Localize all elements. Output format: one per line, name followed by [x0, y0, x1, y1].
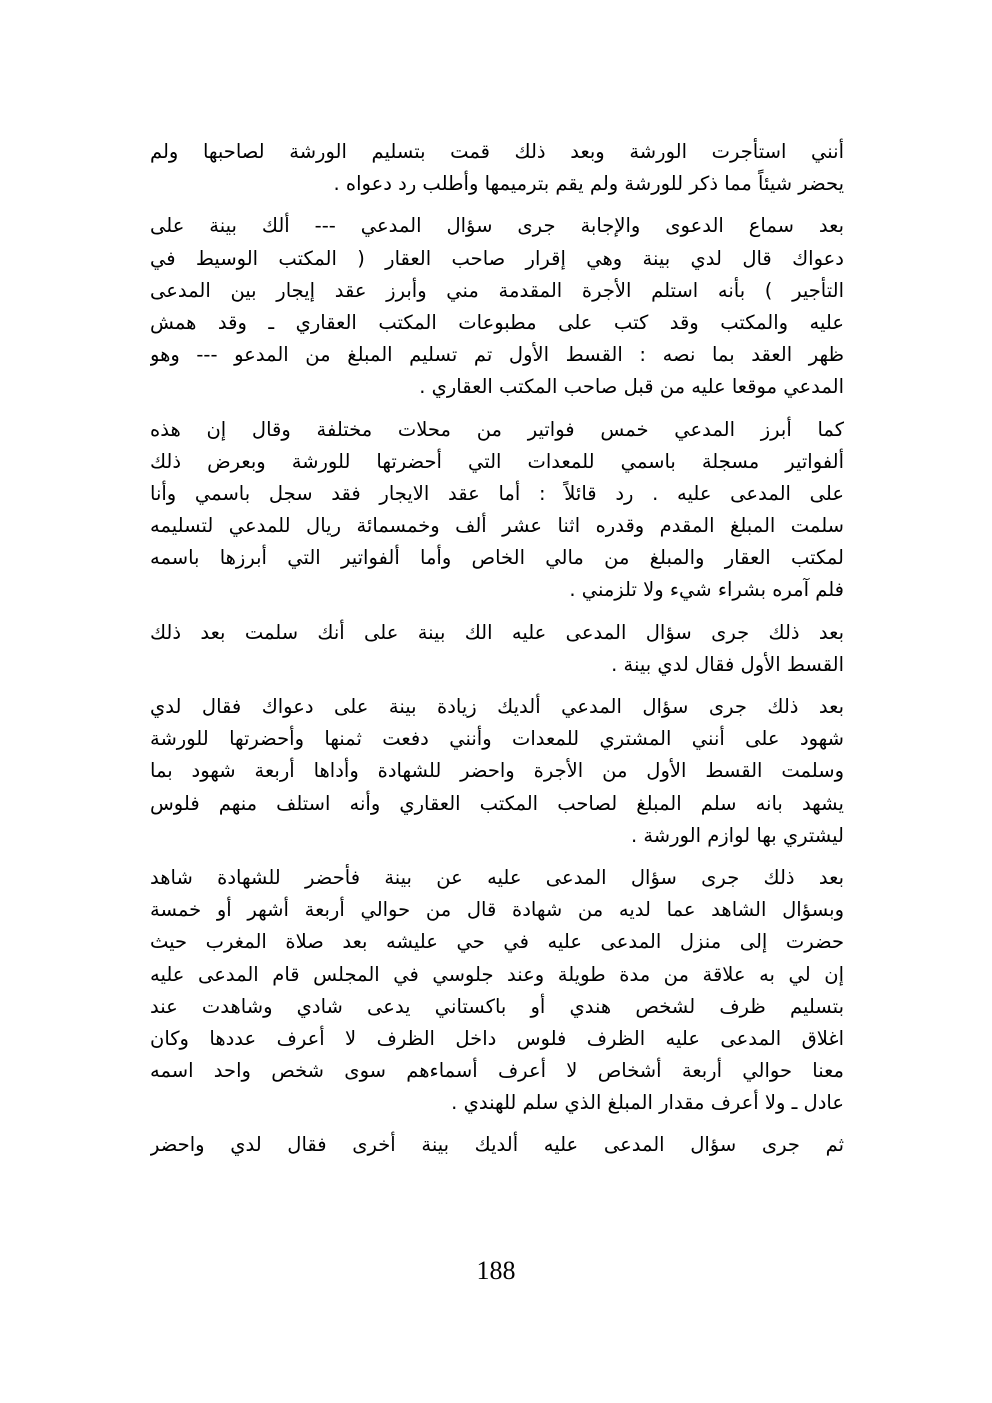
- paragraph-7: [150, 1129, 844, 1161]
- text-line: بعد ذلك جرى سؤال المدعي ألديك زيادة بينة على دعواك فقال لدي: [150, 695, 844, 718]
- text-line: ليشتري بها لوازم الورشة .: [630, 823, 844, 847]
- text-line: ثم جرى سؤال المدعى عليه ألديك بينة أخرى فقال لدي واحضر: [150, 1133, 844, 1157]
- text-line: كما أبرز المدعي خمس فواتير من محلات مختلفة وقال إن هذه: [150, 417, 844, 441]
- paragraph-5: [150, 691, 844, 852]
- text-line: بعد ذلك جرى سؤال المدعى عليه الك بينة على أنك سلمت بعد ذلك: [150, 620, 844, 644]
- paragraph-2: [150, 210, 844, 403]
- text-line: بتسليم ظرف لشخص هندي أو باكستاني يدعى شادي وشاهدت عند: [150, 994, 844, 1018]
- text-line: أنني استأجرت الورشة وبعد ذلك قمت بتسليم الورشة لصاحبها ولم: [150, 140, 844, 163]
- text-line: فلم آمره بشراء شيء ولا تلزمني .: [569, 578, 844, 602]
- text-line: المدعي موقعا عليه من قبل صاحب المكتب العقاري .: [419, 375, 844, 399]
- text-line: على المدعى عليه . رد قائلاً : أما عقد الايجار فقد سجل باسمي وأنا: [150, 481, 844, 505]
- text-line: القسط الأول فقال لدي بينة .: [611, 652, 844, 676]
- paragraph-3: [150, 414, 844, 607]
- text-line: اغلاق المدعى عليه الظرف فلوس داخل الظرف لا أعرف عددها وكان: [150, 1026, 844, 1050]
- text-line: لمكتب العقار والمبلغ من مالي الخاص وأما ألفواتير التي أبرزها باسمه: [150, 546, 844, 570]
- text-line: عليه والمكتب وقد كتب على مطبوعات المكتب العقاري ـ وقد همش: [150, 310, 844, 334]
- text-line: ظهر العقد بما نصه : القسط الأول تم تسليم المبلغ من المدعو --- وهو: [150, 343, 844, 367]
- text-line: وسلمت القسط الأول من الأجرة واحضر للشهادة وأداها أربعة شهود بما: [150, 759, 844, 783]
- paragraph-4: [150, 617, 844, 681]
- page-number: 188: [476, 1256, 516, 1285]
- text-line: عادل ـ ولا أعرف مقدار المبلغ الذي سلم للهندي .: [451, 1091, 844, 1115]
- paragraph-1: [150, 136, 844, 200]
- text-line: وبسؤال الشاهد عما لديه من شهادة قال من حوالي أربعة أشهر أو خمسة: [150, 898, 844, 922]
- text-line: يحضر شيئاً مما ذكر للورشة ولم يقم بترميمها وأطلب رد دعواه .: [333, 172, 844, 196]
- text-line: معنا حوالي أربعة أشخاص لا أعرف أسماءهم سوى شخص واحد اسمه: [150, 1059, 844, 1083]
- text-line: شهود على أنني المشتري للمعدات وأنني دفعت ثمنها وأحضرتها للورشة: [150, 727, 844, 751]
- text-line: إن لي به علاقة من مدة طويلة وعند جلوسي في المجلس قام المدعى عليه: [150, 962, 844, 986]
- text-line: دعواك قال لدي بينة وهي إقرار صاحب العقار ( المكتب الوسيط في: [150, 246, 844, 270]
- text-line: حضرت إلى منزل المدعى عليه في حي عليشه بعد صلاة المغرب حيث: [150, 930, 844, 954]
- text-line: ألفواتير مسجلة باسمي للمعدات التي أحضرتها للورشة وبعرض ذلك: [150, 449, 844, 473]
- text-line: سلمت المبلغ المقدم وقدره اثنا عشر ألف وخمسمائة ريال للمدعي لتسليمه: [150, 514, 844, 538]
- text-line: التأجير ) بأنه استلم الأجرة المقدمة مني وأبرز عقد إيجار بين المدعى: [150, 278, 844, 302]
- document-body: [150, 136, 844, 1162]
- text-line: يشهد بانه سلم المبلغ لصاحب المكتب العقاري وأنه استلف منهم فلوس: [150, 791, 844, 815]
- text-line: بعد سماع الدعوى والإجابة جرى سؤال المدعي --- ألك بينة على: [150, 214, 844, 238]
- paragraph-6: [150, 862, 844, 1120]
- text-line: بعد ذلك جرى سؤال المدعى عليه عن بينة فأحضر للشهادة شاهد: [150, 865, 844, 889]
